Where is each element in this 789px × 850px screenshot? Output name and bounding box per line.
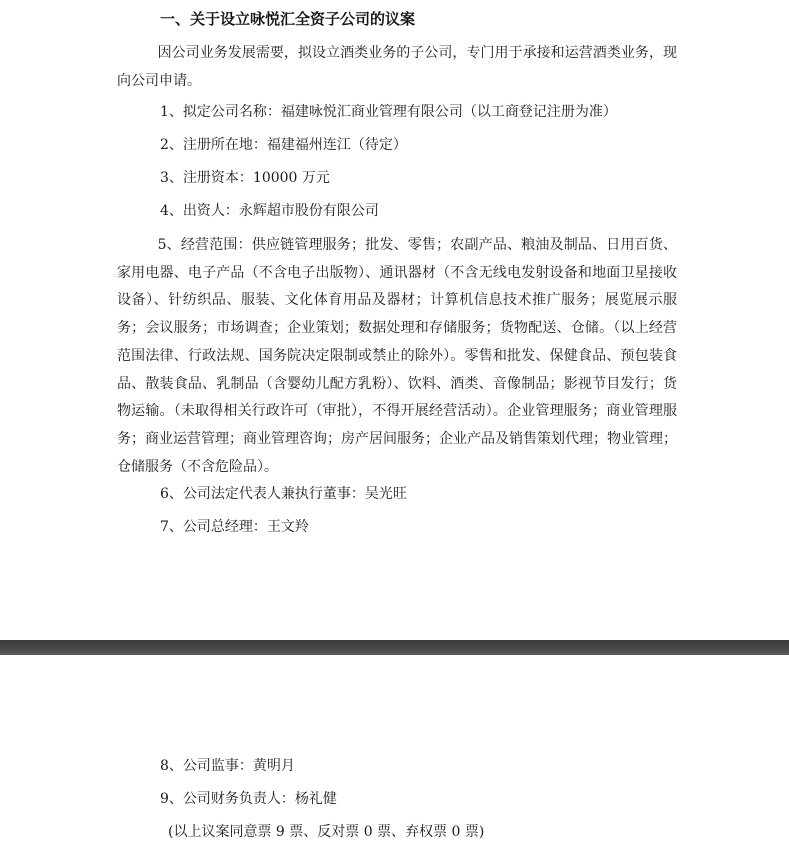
item-supervisor: 8、公司监事：黄明月 (160, 758, 295, 774)
document-page-2 (0, 655, 789, 850)
item-finance-head: 9、公司财务负责人：杨礼健 (160, 791, 337, 807)
vote-result: (以上议案同意票 9 票、反对票 0 票、弃权票 0 票) (168, 824, 485, 840)
item-registered-capital: 3、注册资本：10000 万元 (160, 170, 330, 186)
item-investor: 4、出资人：永辉超市股份有限公司 (160, 203, 379, 219)
item-general-manager: 7、公司总经理：王文羚 (160, 519, 309, 535)
page-break (0, 640, 789, 655)
item-business-scope: 5、经营范围：供应链管理服务；批发、零售；农副产品、粮油及制品、日用百货、家用电器、电子产品（不含电子出版物）、通讯器材（不含无线电发射设备和地面卫星接收设备）、针纺织品、服装、文化体育用品及器材；计算机信息技术推广服务；展览展示服务；会议服务；市场调查；企业策划；数据处理和存储服务；货物配送、仓储。（以上经营范围法律、行政法规、国务院决定限制或禁止的除外）。零售和批发、保健食品、预包装食品、散装食品、乳制品（含婴幼儿配方乳粉）、饮料、酒类、音像制品；影视节目发行；货物运输。（未取得相关行政许可（审批），不得开展经营活动）。企业管理服务；商业管理服务；商业运营管理；商业管理咨询；房产居间服务；企业产品及销售策划代理；物业管理；仓储服务（不含危险品）。 (117, 237, 677, 475)
item-legal-representative: 6、公司法定代表人兼执行董事：吴光旺 (160, 486, 407, 502)
motion-heading: 一、关于设立咏悦汇全资子公司的议案 (160, 10, 416, 28)
item-company-name: 1、拟定公司名称：福建咏悦汇商业管理有限公司（以工商登记注册为准） (160, 104, 617, 120)
motion-intro: 因公司业务发展需要，拟设立酒类业务的子公司，专门用于承接和运营酒类业务，现向公司申请。 (117, 45, 677, 89)
item-registered-location: 2、注册所在地：福建福州连江（待定） (160, 137, 407, 153)
